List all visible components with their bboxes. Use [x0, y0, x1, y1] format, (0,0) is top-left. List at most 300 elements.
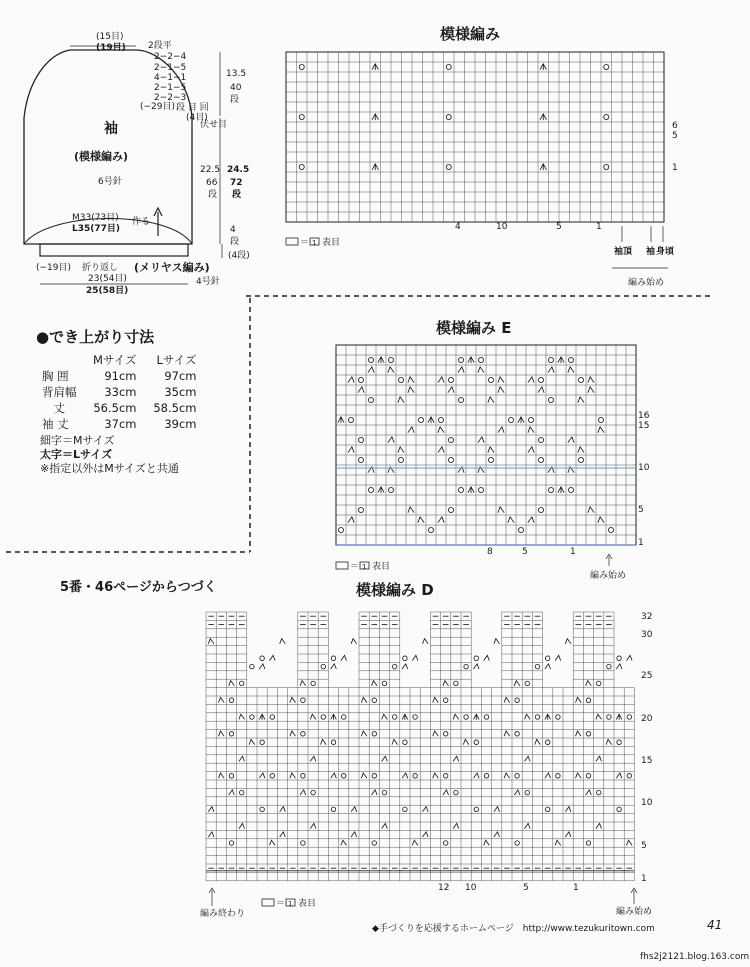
chart-basic-col-1: 1 — [596, 222, 602, 232]
decrease-right-icon — [598, 517, 604, 523]
yarn-over-icon — [478, 487, 483, 492]
yarn-over-icon — [368, 487, 373, 492]
sleeve-pattern: (模様編み) — [74, 150, 129, 163]
decrease-right-icon — [290, 697, 296, 702]
decrease-right-icon — [578, 447, 584, 453]
decrease-right-icon — [504, 697, 510, 702]
chart-d-row-15: 15 — [641, 756, 653, 766]
chart-basic-col-4: 4 — [455, 222, 461, 232]
decrease-left-icon — [548, 367, 554, 373]
decrease-left-icon — [351, 832, 357, 837]
yarn-over-icon — [229, 774, 233, 778]
yarn-over-icon — [474, 740, 478, 744]
chart-d-title: 模様編み D — [356, 581, 434, 599]
yarn-over-icon — [515, 732, 519, 736]
page-number: 41 — [707, 918, 723, 932]
yarn-over-icon — [586, 732, 590, 736]
sizes-value-l: 39cm — [164, 417, 197, 431]
decrease-left-icon — [358, 387, 364, 393]
marker-sleeve: 袖 — [646, 247, 656, 257]
body-rows-l1: 24.5 — [227, 165, 250, 175]
cuff-left: (−19目) — [36, 263, 72, 273]
yarn-over-icon — [348, 417, 353, 422]
yarn-over-icon — [528, 417, 533, 422]
decrease-left-icon — [453, 756, 459, 761]
decrease-right-icon — [504, 773, 510, 778]
decrease-left-icon — [368, 367, 374, 373]
decrease-left-icon — [412, 655, 418, 660]
yarn-over-icon — [607, 664, 611, 668]
decrease-left-icon — [586, 790, 592, 795]
yarn-over-icon — [270, 715, 274, 719]
yarn-over-icon — [403, 656, 407, 660]
yarn-over-icon — [443, 774, 447, 778]
chart-basic-legend-text: 表目 — [322, 238, 341, 248]
chart-e — [336, 319, 650, 581]
yarn-over-icon — [338, 527, 343, 532]
decrease-left-icon — [341, 655, 347, 660]
decrease-right-icon — [361, 773, 367, 778]
double-decrease-icon — [540, 164, 546, 170]
yarn-over-icon — [229, 732, 233, 736]
decrease-right-icon — [588, 387, 594, 393]
yarn-over-icon — [229, 698, 233, 702]
decrease-right-icon — [321, 739, 327, 744]
yarn-over-icon — [239, 790, 243, 794]
decrease-line-2: 2−1−5 — [154, 63, 187, 73]
chart-basic-col-10: 10 — [496, 222, 508, 232]
decrease-right-icon — [300, 681, 306, 686]
decrease-right-icon — [588, 377, 594, 383]
decrease-left-icon — [538, 387, 544, 393]
grid-lines — [286, 52, 664, 222]
yarn-over-icon — [474, 656, 478, 660]
yarn-over-icon — [418, 417, 423, 422]
decrease-left-icon — [331, 773, 337, 778]
decrease-left-icon — [388, 437, 394, 443]
yarn-over-icon — [301, 774, 305, 778]
decrease-right-icon — [382, 714, 388, 719]
decrease-right-icon — [504, 731, 510, 736]
decrease-right-icon — [627, 840, 633, 845]
yarn-over-icon — [578, 377, 583, 382]
yarn-over-icon — [341, 774, 345, 778]
yarn-over-icon — [388, 357, 393, 362]
decrease-left-icon — [474, 664, 480, 669]
yarn-over-icon — [617, 807, 621, 811]
chart-e-row-15: 15 — [638, 421, 650, 431]
yarn-over-icon — [458, 397, 463, 402]
decrease-right-icon — [578, 397, 584, 403]
chart-basic-legend: ＝ — [300, 238, 310, 248]
yarn-over-icon — [545, 807, 549, 811]
yarn-over-icon — [488, 377, 493, 382]
yarn-over-icon — [474, 807, 478, 811]
yarn-over-icon — [518, 527, 523, 532]
yarn-over-icon — [382, 681, 386, 685]
yarn-over-icon — [358, 457, 363, 462]
chart-basic-row-1: 1 — [672, 163, 678, 173]
decrease-left-icon — [259, 773, 265, 778]
decrease-right-icon — [219, 697, 225, 702]
footer-text: ◆手づくりを応援するホームページ http://www.tezukuritown.com — [372, 924, 655, 934]
make-label: 作る — [132, 217, 151, 227]
yarn-over-icon — [443, 698, 447, 702]
chart-d-row-25: 25 — [641, 671, 653, 681]
sizes-value-l: 58.5cm — [153, 401, 197, 415]
yarn-over-icon — [627, 715, 631, 719]
yarn-over-icon — [525, 790, 529, 794]
note-l: 太字＝Lサイズ — [40, 448, 113, 461]
yarn-over-icon — [568, 487, 573, 492]
yarn-over-icon — [403, 807, 407, 811]
yarn-over-icon — [413, 715, 417, 719]
decrease-right-icon — [388, 367, 394, 373]
decrease-right-icon — [229, 681, 235, 686]
decrease-right-icon — [438, 427, 444, 433]
decrease-right-icon — [433, 773, 439, 778]
yarn-over-icon — [392, 664, 396, 668]
decrease-right-icon — [392, 739, 398, 744]
decrease-right-icon — [239, 714, 245, 719]
decrease-right-icon — [361, 697, 367, 702]
yarn-over-icon — [443, 841, 447, 845]
decrease-line-1: 2−2−4 — [154, 52, 187, 62]
double-decrease-icon — [402, 714, 408, 720]
yarn-over-icon — [464, 715, 468, 719]
decrease-right-icon — [418, 517, 424, 523]
yarn-over-icon — [548, 487, 553, 492]
table-row — [38, 400, 201, 416]
yarn-over-icon — [398, 457, 403, 462]
yarn-over-icon — [508, 417, 513, 422]
decrease-left-icon — [270, 655, 276, 660]
chart-d-row-10: 10 — [641, 798, 653, 808]
yarn-over-icon — [538, 507, 543, 512]
decrease-left-icon — [555, 655, 561, 660]
yarn-over-icon — [464, 664, 468, 668]
double-decrease-icon — [540, 64, 546, 70]
double-decrease-icon — [558, 487, 564, 493]
body-rows-l2: 72 — [230, 178, 243, 188]
decrease-left-icon — [348, 447, 354, 453]
m-pickup: M33(73目) — [72, 213, 119, 223]
yarn-over-icon — [448, 457, 453, 462]
decrease-right-icon — [498, 377, 504, 383]
decrease-right-icon — [508, 517, 514, 523]
yarn-over-icon — [443, 732, 447, 736]
decrease-right-icon — [398, 397, 404, 403]
cap-rows-1: 13.5 — [226, 69, 247, 79]
decrease-left-icon — [453, 823, 459, 828]
decrease-right-icon — [498, 507, 504, 513]
yarn-over-icon — [604, 164, 609, 169]
chart-e-col-8: 8 — [487, 547, 493, 557]
double-decrease-icon — [372, 164, 378, 170]
l-pickup: L35(77目) — [72, 224, 121, 234]
decrease-right-icon — [525, 714, 531, 719]
yarn-over-icon — [331, 740, 335, 744]
decrease-right-icon — [565, 639, 571, 644]
chart-d-legend-num: 1 — [288, 900, 293, 908]
chart-e-title: 模様編み E — [436, 319, 512, 337]
decrease-right-icon — [433, 731, 439, 736]
decrease-left-icon — [596, 756, 602, 761]
yarn-over-icon — [388, 487, 393, 492]
decrease-right-icon — [412, 840, 418, 845]
yarn-over-icon — [299, 64, 304, 69]
decrease-right-icon — [341, 840, 347, 845]
yarn-over-icon — [321, 715, 325, 719]
table-row — [38, 368, 201, 384]
chart-d-col-5: 5 — [523, 883, 529, 893]
decrease-left-icon — [545, 773, 551, 778]
watermark: fhs2j2121.blog.163.com — [640, 952, 750, 962]
bind-off-label: 伏せ目 — [200, 120, 228, 130]
chart-basic-grid — [286, 52, 664, 222]
decrease-left-icon — [423, 807, 429, 812]
cuff-rows-b: 段 — [230, 237, 240, 247]
decrease-right-icon — [453, 714, 459, 719]
chart-d-row-1: 1 — [641, 874, 647, 884]
yarn-over-icon — [321, 664, 325, 668]
sizes-value-m: 56.5cm — [93, 401, 137, 415]
cap-rows-3: 段 — [230, 95, 240, 105]
decrease-right-icon — [290, 731, 296, 736]
decrease-right-icon — [249, 739, 255, 744]
yarn-over-icon — [446, 164, 451, 169]
decrease-left-icon — [498, 427, 504, 433]
fold-back: 折り返し — [82, 263, 119, 273]
decrease-left-icon — [208, 807, 214, 812]
side-stitches: (−29目) — [140, 102, 176, 112]
chart-d-col-1: 1 — [573, 883, 579, 893]
decrease-right-icon — [208, 639, 214, 644]
double-decrease-icon — [558, 357, 564, 363]
yarn-over-icon — [538, 377, 543, 382]
sizes-value-m: 33cm — [104, 385, 137, 399]
sizes-label: 胸 囲 — [42, 369, 69, 383]
chart-e-row-1: 1 — [638, 538, 644, 548]
yarn-over-icon — [586, 698, 590, 702]
chart-d-start: 編み始め — [616, 907, 653, 917]
cuff-outline — [40, 244, 188, 256]
decrease-left-icon — [331, 664, 337, 669]
yarn-over-icon — [392, 715, 396, 719]
body-rows-b: 66 — [206, 178, 218, 188]
yarn-over-icon — [515, 774, 519, 778]
legend-empty-box — [286, 238, 298, 245]
body-rows-c: 段 — [208, 190, 218, 200]
yarn-over-icon — [586, 774, 590, 778]
table-row — [38, 384, 201, 400]
decrease-right-icon — [443, 681, 449, 686]
decrease-right-icon — [606, 739, 612, 744]
decrease-left-icon — [438, 517, 444, 523]
yarn-over-icon — [311, 681, 315, 685]
decrease-right-icon — [514, 681, 520, 686]
yarn-over-icon — [488, 457, 493, 462]
yarn-over-icon — [608, 527, 613, 532]
decrease-right-icon — [535, 739, 541, 744]
decrease-right-icon — [398, 447, 404, 453]
yarn-over-icon — [545, 740, 549, 744]
double-decrease-icon — [378, 487, 384, 493]
decrease-left-icon — [514, 790, 520, 795]
sizes-value-l: 97cm — [164, 369, 197, 383]
decrease-right-icon — [576, 731, 582, 736]
decrease-right-icon — [576, 773, 582, 778]
decrease-left-icon — [443, 790, 449, 795]
grid-lines — [206, 612, 634, 881]
yarn-over-icon — [535, 715, 539, 719]
yarn-over-icon — [260, 740, 264, 744]
yarn-over-icon — [604, 64, 609, 69]
cuff-rows-a: 4 — [230, 225, 236, 235]
double-decrease-icon — [331, 714, 337, 720]
yarn-over-icon — [368, 357, 373, 362]
yarn-over-icon — [331, 656, 335, 660]
decrease-right-icon — [588, 507, 594, 513]
decrease-right-icon — [290, 773, 296, 778]
decrease-left-icon — [545, 664, 551, 669]
yarn-over-icon — [538, 437, 543, 442]
decrease-left-icon — [229, 790, 235, 795]
chart-basic-legend-num: 1 — [312, 239, 317, 247]
chart-d-col-12: 12 — [438, 883, 450, 893]
sizes-label: 丈 — [53, 401, 65, 415]
decrease-left-icon — [372, 790, 378, 795]
decrease-left-icon — [402, 773, 408, 778]
decrease-left-icon — [478, 437, 484, 443]
yarn-over-icon — [556, 774, 560, 778]
yarn-over-icon — [545, 656, 549, 660]
grid-lines — [336, 345, 636, 545]
decrease-left-icon — [280, 807, 286, 812]
decrease-left-icon — [596, 823, 602, 828]
decrease-left-icon — [494, 807, 500, 812]
cuff-needle: 4号針 — [196, 277, 220, 287]
yarn-over-icon — [478, 357, 483, 362]
yarn-over-icon — [250, 715, 254, 719]
double-decrease-icon — [372, 114, 378, 120]
chart-d-row-30: 30 — [641, 630, 653, 640]
decrease-right-icon — [576, 697, 582, 702]
decrease-left-icon — [300, 790, 306, 795]
yarn-over-icon — [331, 807, 335, 811]
sizes-header-m: Mサイズ — [92, 353, 137, 367]
yarn-over-icon — [239, 681, 243, 685]
decrease-left-icon — [408, 427, 414, 433]
yarn-over-icon — [270, 774, 274, 778]
decrease-left-icon — [627, 655, 633, 660]
yarn-over-icon — [301, 841, 305, 845]
yarn-over-icon — [596, 681, 600, 685]
chart-basic — [286, 25, 678, 288]
body-rows-a: 22.5 — [200, 165, 221, 175]
yarn-over-icon — [448, 377, 453, 382]
decrease-left-icon — [474, 773, 480, 778]
decrease-left-icon — [348, 377, 354, 383]
sleeve-title: 袖 — [104, 121, 118, 137]
sleeve-top-l: (19目) — [96, 43, 126, 53]
chart-e-row-10: 10 — [638, 463, 650, 473]
sizes-label: 背肩幅 — [42, 385, 77, 399]
yarn-over-icon — [627, 774, 631, 778]
yarn-over-icon — [372, 732, 376, 736]
yarn-over-icon — [403, 740, 407, 744]
width-m: 23(54目) — [88, 274, 127, 284]
chart-d-legend-text: 表目 — [298, 899, 317, 909]
body-rows-l3: 段 — [232, 190, 242, 200]
yarn-over-icon — [458, 487, 463, 492]
yarn-over-icon — [515, 841, 519, 845]
yarn-over-icon — [525, 681, 529, 685]
decrease-right-icon — [433, 697, 439, 702]
continue-note: 5番・46ページからつづく — [60, 580, 217, 595]
yarn-over-icon — [301, 732, 305, 736]
sizes-header-l: Lサイズ — [156, 353, 197, 367]
decrease-right-icon — [555, 840, 561, 845]
decrease-right-icon — [598, 427, 604, 433]
double-decrease-icon — [518, 417, 524, 423]
decrease-line-0: 2段平 — [148, 41, 172, 51]
chart-e-col-1: 1 — [570, 547, 576, 557]
decrease-left-icon — [310, 823, 316, 828]
decrease-right-icon — [351, 639, 357, 644]
double-decrease-icon — [468, 357, 474, 363]
yarn-over-icon — [484, 715, 488, 719]
yarn-over-icon — [372, 774, 376, 778]
chart-d-legend: ＝ — [276, 899, 286, 909]
decrease-left-icon — [525, 823, 531, 828]
yarn-over-icon — [535, 664, 539, 668]
sizes-value-m: 37cm — [104, 417, 137, 431]
decrease-left-icon — [348, 517, 354, 523]
decrease-right-icon — [596, 714, 602, 719]
chart-e-start: 編み始め — [590, 571, 627, 581]
yarn-over-icon — [299, 164, 304, 169]
double-decrease-icon — [259, 714, 265, 720]
double-decrease-icon — [378, 357, 384, 363]
chart-basic-row-5: 5 — [672, 131, 678, 141]
yarn-over-icon — [428, 527, 433, 532]
decrease-right-icon — [408, 377, 414, 383]
yarn-over-icon — [586, 841, 590, 845]
chart-d-col-10: 10 — [465, 883, 477, 893]
decrease-right-icon — [498, 387, 504, 393]
yarn-over-icon — [598, 417, 603, 422]
yarn-over-icon — [515, 698, 519, 702]
decrease-right-icon — [488, 397, 494, 403]
decrease-left-icon — [382, 756, 388, 761]
double-decrease-icon — [468, 487, 474, 493]
double-decrease-icon — [338, 417, 344, 423]
decrease-right-icon — [494, 639, 500, 644]
yarn-over-icon — [568, 357, 573, 362]
decrease-left-icon — [565, 807, 571, 812]
yarn-over-icon — [448, 437, 453, 442]
decrease-left-icon — [458, 367, 464, 373]
table-row — [38, 416, 201, 432]
cuff-rows-c: (4段) — [228, 251, 250, 261]
chart-d-row-20: 20 — [641, 714, 653, 724]
decrease-right-icon — [361, 731, 367, 736]
chart-e-legend-text: 表目 — [372, 562, 391, 572]
decrease-left-icon — [438, 447, 444, 453]
width-l: 25(58目) — [86, 286, 129, 296]
chart-d-end: 編み終わり — [200, 909, 246, 919]
